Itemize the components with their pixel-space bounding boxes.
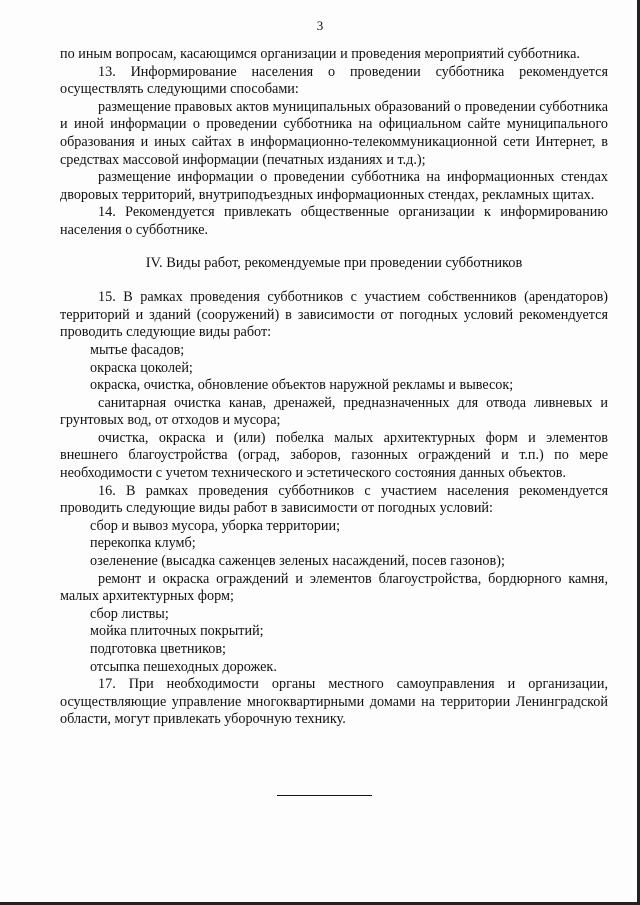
paragraph: размещение информации о проведении субботника на информационных стендах дворовых территорий, внутриподъездных информационных стендах, рекламных щитах. [60,169,608,203]
list-item: окраска цоколей; [90,359,193,376]
list-item: перекопка клумб; [90,535,196,552]
list-item: сбор и вывоз мусора, уборка территории; [90,517,341,534]
list-item: отсыпка пешеходных дорожек. [90,658,277,675]
closing-rule [277,795,372,796]
paragraph: 13. Информирование населения о проведении субботника рекомендуется осуществлять следующими способами: [60,63,608,98]
list-item: сбор листвы; [90,605,169,622]
page-number: 3 [316,18,324,33]
paragraph: 15. В рамках проведения субботников с участием собственников (арендаторов) территорий и зданий (сооружений) в зависимости от погодных условий рекомендуется проводить следующие виды работ: [60,289,608,341]
paragraph: санитарная очистка канав, дренажей, предназначенных для отвода ливневых и грунтовых вод, от отходов и мусора; [60,394,608,429]
paragraph: 16. В рамках проведения субботников с участием населения рекомендуется проводить следующие виды работ в зависимости от погодных условий: [60,482,608,517]
paragraph: размещение правовых актов муниципальных образований о проведении субботника и иной информации о проведении субботника на официальном сайте муниципального образования и иных сайтах в информационно-телекоммуникационной сети Интернет, в средствах массовой информации (печатных изданиях и т.д.); [60,98,608,168]
list-item: окраска, очистка, обновление объектов наружной рекламы и вывесок; [90,377,514,394]
list-item: подготовка цветников; [90,641,226,657]
paragraph: 14. Рекомендуется привлекать общественные организации к информированию населения о субботнике. [60,204,608,238]
list-item: мытье фасадов; [90,341,185,358]
paragraph: по иным вопросам, касающимся организации и проведения мероприятий субботника. [60,46,580,62]
list-item: мойка плиточных покрытий; [90,623,264,640]
paragraph: 17. При необходимости органы местного самоуправления и организации, осуществляющие управление многоквартирными домами на территории Ленинградской области, могут привлекать уборочную технику. [60,676,608,728]
section-heading: IV. Виды работ, рекомендуемые при проведении субботников [145,254,523,271]
paragraph: ремонт и окраска ограждений и элементов благоустройства, бордюрного камня, малых архитектурных форм; [60,570,608,605]
list-item: озеленение (высадка саженцев зеленых насаждений, посев газонов); [90,553,505,570]
document-body [60,46,608,729]
paragraph: очистка, окраска и (или) побелка малых архитектурных форм и элементов внешнего благоустройства (оград, заборов, газонных ограждений и т.п.) по мере необходимости с учетом технического и эстетического состояния данных объектов. [60,429,608,482]
